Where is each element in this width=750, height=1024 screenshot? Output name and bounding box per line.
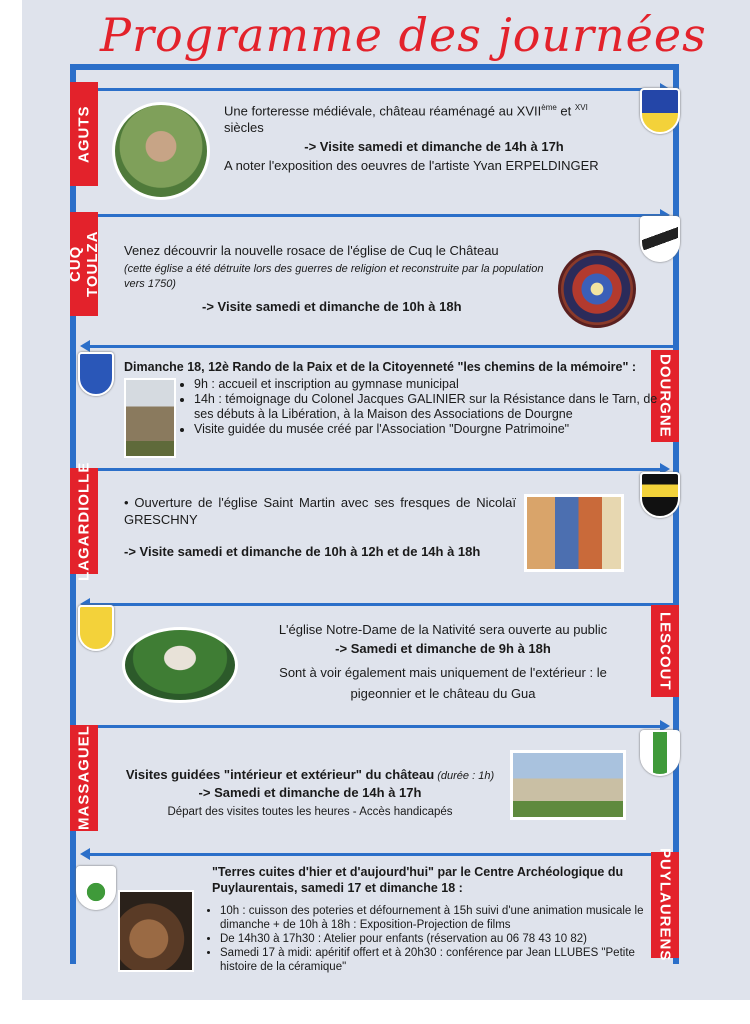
- list-item: • 10h : cuisson des poteries et défournement à 15h suivi d'une animation musicale le dimanche + de 10h à 18h : Exposition-Projection de films: [220, 904, 664, 932]
- program-page: [22, 0, 750, 1000]
- dourgne-heading: Dimanche 18, 12è Rando de la Paix et de la Citoyenneté "les chemins de la mémoire" :: [124, 360, 637, 374]
- frame-right: [673, 64, 679, 964]
- list-item: • De 14h30 à 17h30 : Atelier pour enfants (réservation au 06 78 43 10 82): [220, 932, 664, 946]
- cuq-description: Venez découvrir la nouvelle rosace de l'église de Cuq le Château: [124, 243, 499, 258]
- lescout-coat-of-arms-icon: [78, 605, 114, 651]
- puylaurens-coat-of-arms-icon: [76, 866, 116, 910]
- arrow-divider: [84, 345, 673, 348]
- section-label-lagardiolle: LAGARDIOLLE: [70, 468, 98, 574]
- lagardiolle-fresco-photo: [524, 494, 624, 572]
- section-label-puylaurens: PUYLAURENS: [651, 852, 679, 958]
- arrow-divider: [76, 468, 666, 471]
- lescout-description: L'église Notre-Dame de la Nativité sera ouverte au public: [278, 622, 608, 637]
- arrow-divider: [76, 88, 666, 91]
- lescout-visit-hours: -> Samedi et dimanche de 9h à 18h: [335, 641, 551, 656]
- section-label-massaguel: MASSAGUEL: [70, 725, 98, 831]
- list-item: • 9h : accueil et inscription au gymnase municipal: [194, 377, 664, 392]
- puylaurens-pottery-photo: [118, 890, 194, 972]
- lescout-church-photo: [122, 627, 238, 703]
- massaguel-castle-photo: [510, 750, 626, 820]
- arrow-divider: [76, 725, 666, 728]
- arrow-divider: [84, 603, 673, 606]
- cuq-history-note: (cette église a été détruite lors des guerres de religion et reconstruite par la population vers 1750): [124, 263, 544, 290]
- lagardiolle-coat-of-arms-icon: [640, 472, 680, 518]
- section-label-dourgne: DOURGNE: [651, 350, 679, 442]
- cuq-rose-window-photo: [558, 250, 636, 328]
- arrow-divider: [84, 853, 673, 856]
- massaguel-coat-of-arms-icon: [640, 730, 680, 776]
- lagardiolle-description: • Ouverture de l'église Saint Martin avec ses fresques de Nicolaï GRESCHNY: [124, 495, 516, 527]
- cuq-coat-of-arms-icon: [640, 216, 680, 262]
- aguts-description: Une forteresse médiévale, château réaménagé au XVIIème et $^{XVI}$ siècles: [224, 103, 588, 136]
- aguts-coat-of-arms-icon: [640, 88, 680, 134]
- aguts-castle-photo: [112, 102, 210, 200]
- section-label-cuq-toulza: CUQ TOULZA: [70, 212, 98, 316]
- cuq-visit-hours: -> Visite samedi et dimanche de 10h à 18h: [202, 299, 462, 314]
- page-title: Programme des journées: [100, 8, 707, 62]
- massaguel-info: Départ des visites toutes les heures - Accès handicapés: [167, 806, 453, 818]
- puylaurens-schedule-list: [208, 904, 664, 974]
- section-label-lescout: LESCOUT: [651, 605, 679, 697]
- list-item: • 14h : témoignage du Colonel Jacques GALINIER sur la Résistance dans le Tarn, de ses débuts à la Libération, à la Maison des Associations de Dourgne: [194, 392, 664, 422]
- dourgne-tower-photo: [124, 378, 176, 458]
- frame-top: [70, 64, 679, 70]
- arrow-divider: [76, 214, 666, 217]
- list-item: • Visite guidée du musée créé par l'Association "Dourgne Patrimoine": [194, 422, 664, 437]
- massaguel-visit-hours: -> Samedi et dimanche de 14h à 17h: [198, 785, 422, 800]
- lescout-extra-info: Sont à voir également mais uniquement de l'extérieur : le pigeonnier et le château du Gua: [279, 665, 607, 701]
- list-item: • Samedi 17 à midi: apéritif offert et à 20h30 : conférence par Jean LLUBES "Petite histoire de la céramique": [220, 946, 664, 974]
- lagardiolle-visit-hours: -> Visite samedi et dimanche de 10h à 12h et de 14h à 18h: [124, 544, 481, 559]
- massaguel-description: Visites guidées "intérieur et extérieur" du château (durée : 1h): [125, 767, 495, 782]
- aguts-note: A noter l'exposition des oeuvres de l'artiste Yvan ERPELDINGER: [224, 158, 599, 173]
- dourgne-coat-of-arms-icon: [78, 352, 114, 396]
- section-label-aguts: AGUTS: [70, 82, 98, 186]
- aguts-visit-hours: -> Visite samedi et dimanche de 14h à 17h: [304, 139, 564, 154]
- puylaurens-heading: "Terres cuites d'hier et d'aujourd'hui" par le Centre Archéologique du Puylaurentais, samedi 17 et dimanche 18 :: [212, 865, 624, 895]
- dourgne-schedule-list: [182, 377, 664, 437]
